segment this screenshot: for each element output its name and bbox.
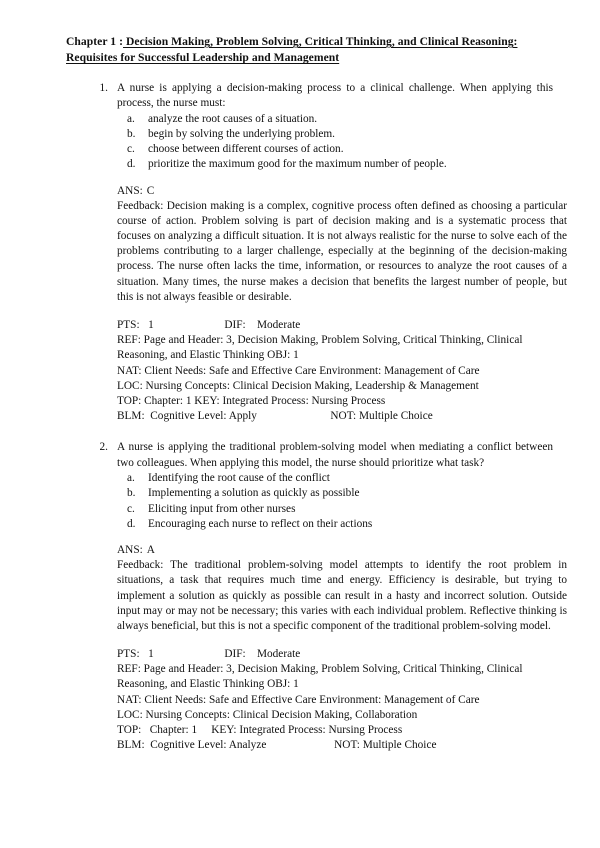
feedback-text-1: Feedback: Decision making is a complex, cognitive process often defined as choosing a particular course of action. Problem solving is part of decision making and is a systematic process that focuses on analyzing a difficult situation. It is not always realistic for the nurse to solve each of the problems contributing to a larger challenge, especially at the beginning of the decision-making process. The nurse often lacks the time, information, or resources to analyze the root causes of a situation. Many times, the nurse makes a decision that benefits the largest number of people, but this is not always feasible or desirable. <box>117 199 567 303</box>
answer-line-2 <box>117 543 567 558</box>
option-text: begin by solving the underlying problem. <box>148 127 335 140</box>
answer-section-2 <box>117 543 567 634</box>
meta-ref-line: REF: Page and Header: 3, Decision Making, Problem Solving, Critical Thinking, Clinical Reasoning, and Elastic Thinking OBJ: 1 <box>117 663 523 691</box>
option-text: choose between different courses of action. <box>148 143 344 156</box>
options-list-2 <box>117 471 555 532</box>
question-stem-1: A nurse is applying a decision-making process to a clinical challenge. When applying this process, the nurse must: <box>117 81 553 110</box>
option-letter: b. <box>127 487 136 500</box>
question-block-1 <box>66 81 567 424</box>
answer-value: A <box>146 543 155 556</box>
meta-loc-line: LOC: Nursing Concepts: Clinical Decision Making, Collaboration <box>117 708 418 721</box>
option-letter: b. <box>127 127 136 140</box>
question-row-2 <box>66 440 555 532</box>
option-text: Implementing a solution as quickly as possible <box>148 487 360 500</box>
option-text: analyze the root causes of a situation. <box>148 112 318 125</box>
meta-pts-line: PTS: 1 DIF: Moderate <box>117 319 301 332</box>
option-item[interactable] <box>117 471 555 486</box>
answer-value: C <box>146 184 155 197</box>
option-text: Eliciting input from other nurses <box>148 502 296 515</box>
meta-blm-line: BLM: Cognitive Level: Apply NOT: Multiple Choice <box>117 410 433 423</box>
metadata-section-2 <box>117 647 569 753</box>
option-item[interactable] <box>117 157 555 172</box>
answer-label: ANS: <box>117 184 143 197</box>
meta-nat-line: NAT: Client Needs: Safe and Effective Care Environment: Management of Care <box>117 364 480 377</box>
answer-label: ANS: <box>117 543 143 556</box>
question-body-2 <box>117 440 555 532</box>
page-title <box>66 34 553 67</box>
option-letter: a. <box>127 112 135 125</box>
meta-loc-line: LOC: Nursing Concepts: Clinical Decision Making, Leadership & Management <box>117 379 479 392</box>
option-item[interactable] <box>117 127 555 142</box>
chapter-label: Chapter 1 : <box>66 35 124 48</box>
meta-ref-line: REF: Page and Header: 3, Decision Making, Problem Solving, Critical Thinking, Clinical Reasoning, and Elastic Thinking OBJ: 1 <box>117 334 523 362</box>
meta-top-line: TOP: Chapter: 1 KEY: Integrated Process: Nursing Process <box>117 394 386 407</box>
option-letter: c. <box>127 502 135 515</box>
answer-line-1 <box>117 184 567 199</box>
option-item[interactable] <box>117 142 555 157</box>
metadata-section-1 <box>117 318 569 424</box>
option-letter: d. <box>127 158 136 171</box>
question-body-1 <box>117 81 555 173</box>
option-text: prioritize the maximum good for the maximum number of people. <box>148 158 447 171</box>
option-item[interactable] <box>117 517 555 532</box>
feedback-text-2: Feedback: The traditional problem-solving model attempts to identify the root problem in situations, a task that requires much time and energy. Efficiency is desirable, but trying to implement a solution as quickly as possible can result in a hasty and incorrect solution. Outside input may or may not be necessary; this varies with each individual problem. Reflective thinking is always beneficial, but this is not a specific component of the traditional problem-solving model. <box>117 559 567 632</box>
option-item[interactable] <box>117 112 555 127</box>
option-text: Encouraging each nurse to reflect on their actions <box>148 517 373 530</box>
question-number-2: 2. <box>99 441 108 454</box>
answer-section-1 <box>117 184 567 306</box>
option-text: Identifying the root cause of the conflict <box>148 472 330 485</box>
option-letter: c. <box>127 143 135 156</box>
meta-blm-line: BLM: Cognitive Level: Analyze NOT: Multiple Choice <box>117 739 437 752</box>
chapter-title: Decision Making, Problem Solving, Critical Thinking, and Clinical Reasoning: Requisites for Successful Leadership and Management <box>66 35 518 65</box>
options-list-1 <box>117 112 555 173</box>
meta-pts-line: PTS: 1 DIF: Moderate <box>117 648 301 661</box>
option-item[interactable] <box>117 486 555 501</box>
question-row-1 <box>66 81 555 173</box>
question-spacer <box>66 424 555 440</box>
option-letter: d. <box>127 517 136 530</box>
question-stem-2: A nurse is applying the traditional problem-solving model when mediating a conflict between two colleagues. When applying this model, the nurse should prioritize what task? <box>117 441 553 469</box>
meta-nat-line: NAT: Client Needs: Safe and Effective Care Environment: Management of Care <box>117 693 480 706</box>
question-block-2 <box>66 440 567 753</box>
option-letter: a. <box>127 472 135 485</box>
option-item[interactable] <box>117 502 555 517</box>
meta-top-line: TOP: Chapter: 1 KEY: Integrated Process: Nursing Process <box>117 724 403 737</box>
question-number-1: 1. <box>99 81 108 94</box>
